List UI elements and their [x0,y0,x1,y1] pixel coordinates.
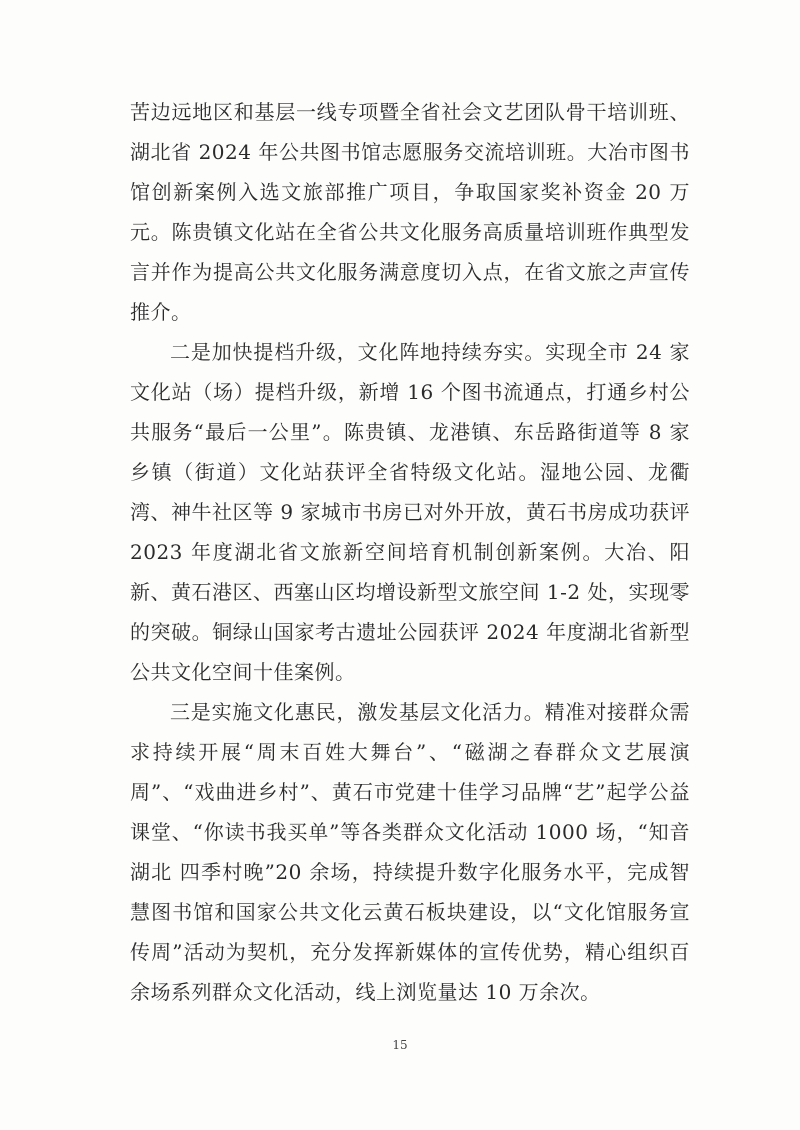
paragraph-1: 苦边远地区和基层一线专项暨全省社会文艺团队骨干培训班、湖北省 2024 年公共图书馆志愿服务交流培训班。大冶市图书馆创新案例入选文旅部推广项目，争取国家奖补资金 20 万元。陈贵镇文化站在全省公共文化服务高质量培训班作典型发言并作为提高公共文化服务满意度切入点，在省文旅之声宣传推介。 [130,100,690,324]
page-number: 15 [392,1038,408,1052]
paragraph-3: 三是实施文化惠民，激发基层文化活力。精准对接群众需求持续开展“周末百姓大舞台”、“磁湖之春群众文艺展演周”、“戏曲进乡村”、黄石市党建十佳学习品牌“艺”起学公益课堂、“你读书我买单”等各类群众文化活动 1000 场，“知音湖北 四季村晚”20 余场，持续提升数字化服务水平，完成智慧图书馆和国家公共文化云黄石板块建设，以“文化馆服务宣传周”活动为契机，充分发挥新媒体的宣传优势，精心组织百余场系列群众文化活动，线上浏览量达 10 万余次。 [130,700,690,1004]
paragraph-2: 二是加快提档升级，文化阵地持续夯实。实现全市 24 家文化站（场）提档升级，新增 16 个图书流通点，打通乡村公共服务“最后一公里”。陈贵镇、龙港镇、东岳路街道等 8 家乡镇（街道）文化站获评全省特级文化站。湿地公园、龙衢湾、神牛社区等 9 家城市书房已对外开放，黄石书房成功获评 2023 年度湖北省文旅新空间培育机制创新案例。大冶、阳新、黄石港区、西塞山区均增设新型文旅空间 1-2 处，实现零的突破。铜绿山国家考古遗址公园获评 2024 年度湖北省新型公共文化空间十佳案例。 [130,340,690,684]
body-text [130,92,690,1012]
